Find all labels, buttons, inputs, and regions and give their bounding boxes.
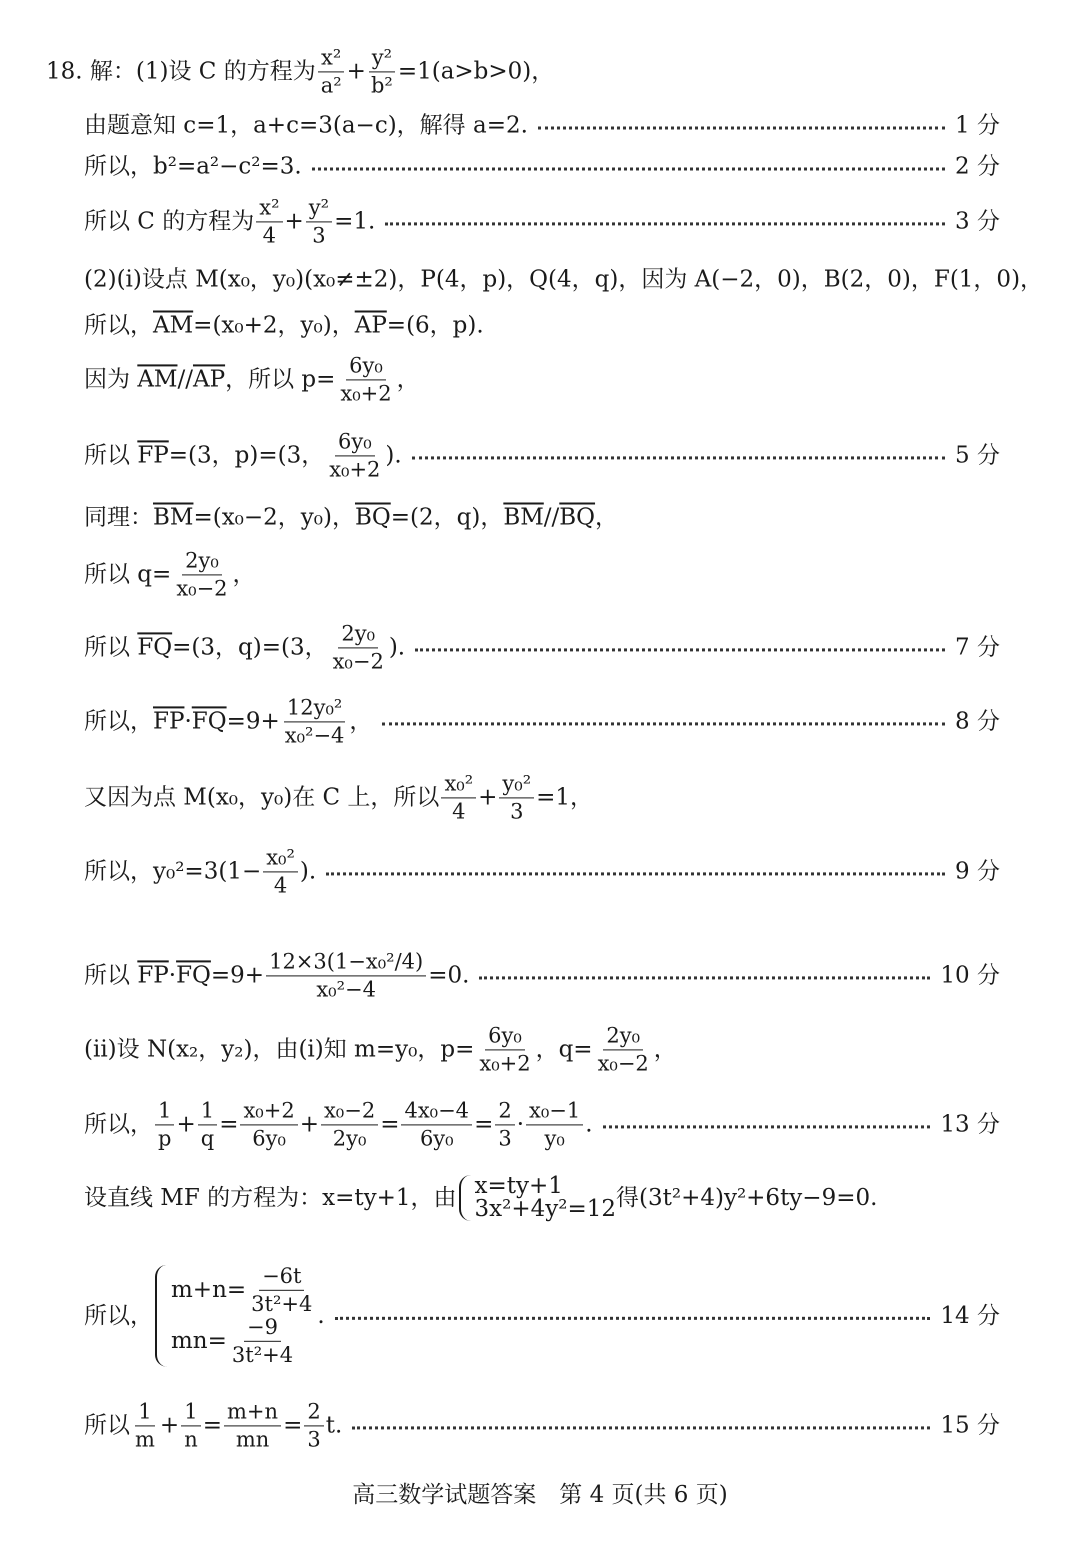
math-text: = (380, 1111, 400, 1138)
fraction-denominator: m (135, 1427, 155, 1452)
math-text: =(2，q)， (390, 504, 504, 531)
solution-line (46, 46, 1000, 97)
dotted-leader (415, 649, 945, 652)
score-label: 15 分 (940, 1412, 1000, 1439)
fraction (229, 1316, 296, 1367)
math-text: 所以 (84, 962, 138, 989)
math-text: =(3，p)=(3， (168, 442, 325, 469)
fraction-numerator: 12×3(1−x₀²/4) (266, 950, 426, 976)
math-text: t. (325, 1412, 343, 1439)
fraction-numerator: y² (306, 196, 332, 222)
fraction-denominator: a² (320, 73, 342, 98)
fraction-numerator: 6y₀ (346, 354, 386, 380)
fraction-numerator: 4x₀−4 (401, 1099, 472, 1125)
fraction-numerator: 6y₀ (485, 1024, 525, 1050)
dotted-leader (538, 127, 945, 130)
fraction-numerator: 2y₀ (338, 622, 378, 648)
vector-symbol: $\overline{BM}$ (503, 504, 544, 531)
fraction (495, 1099, 514, 1150)
math-text: 同理： (84, 504, 153, 531)
fraction (368, 46, 396, 97)
fraction (224, 1400, 281, 1451)
math-text: ，q= (535, 1036, 593, 1063)
system-row (475, 1198, 616, 1221)
equation-system (459, 1175, 616, 1221)
solution-line (84, 266, 1044, 293)
fraction-denominator: 3 (510, 799, 524, 824)
line-content (84, 772, 593, 823)
fraction-numerator: y² (369, 46, 395, 72)
dotted-leader (326, 873, 945, 876)
math-text: + (284, 208, 304, 235)
fraction (266, 950, 426, 1001)
solution-line (84, 354, 1000, 405)
fraction (304, 1400, 323, 1451)
fraction-numerator: 12y₀² (284, 696, 345, 722)
fraction-numerator: 2 (495, 1099, 514, 1125)
fraction-numerator: 1 (198, 1099, 217, 1125)
fraction-denominator: b² (370, 73, 393, 98)
math-text: 得(3t²+4)y²+6ty−9=0. (616, 1184, 878, 1211)
math-text: =1. (334, 208, 376, 235)
system-row (171, 1265, 317, 1316)
fraction (263, 846, 298, 897)
vector-symbol: $\overline{AP}$ (192, 366, 226, 393)
fraction-denominator: x₀²−4 (284, 723, 345, 748)
math-text: ). (388, 634, 406, 661)
math-text: 18. 解：(1)设 C 的方程为 (46, 58, 316, 85)
fraction (132, 1400, 158, 1451)
math-text: . (585, 1111, 593, 1138)
brace-icon (459, 1175, 471, 1221)
line-content (84, 430, 402, 481)
line-content (84, 196, 375, 247)
line-content (84, 504, 619, 531)
math-text: 所以， (84, 312, 153, 339)
score-label: 3 分 (955, 208, 1000, 235)
math-text: =(x₀−2，y₀)， (193, 504, 355, 531)
page-footer: 高三数学试题答案 第 4 页(共 6 页) (352, 1482, 728, 1508)
math-text: 所以 q= (84, 561, 172, 588)
fraction-numerator: x₀−2 (321, 1099, 378, 1125)
math-text: ， (653, 1036, 677, 1063)
fraction-denominator: n (184, 1427, 198, 1452)
vector-symbol: $\overline{BQ}$ (354, 504, 391, 531)
math-text: = (202, 1412, 223, 1439)
math-text: ). (299, 858, 317, 885)
fraction (306, 196, 332, 247)
math-text: 所以， (84, 1111, 153, 1138)
fraction-numerator: 6y₀ (335, 430, 375, 456)
math-text: ， (349, 708, 373, 735)
score-label: 9 分 (955, 858, 1000, 885)
math-text: 所以 C 的方程为 (84, 208, 255, 235)
fraction-numerator: 2 (304, 1400, 323, 1426)
fraction (155, 1099, 174, 1150)
fraction-denominator: x₀−2 (176, 576, 228, 601)
score-label: 5 分 (955, 442, 1000, 469)
line-content (84, 312, 484, 339)
fraction-denominator: 3 (307, 1427, 321, 1452)
fraction (326, 430, 383, 481)
dotted-leader (352, 1427, 930, 1430)
line-content (46, 46, 554, 97)
equation-system (155, 1265, 317, 1367)
fraction (240, 1099, 297, 1150)
fraction (248, 1265, 315, 1316)
solution-line (84, 1099, 1000, 1150)
math-text: (ii)设 N(x₂，y₂)，由(i)知 m=y₀，p= (84, 1036, 475, 1063)
score-label: 10 分 (940, 962, 1000, 989)
line-content (84, 1400, 342, 1451)
fraction-denominator: 6y₀ (419, 1126, 454, 1151)
vector-symbol: $\overline{BM}$ (153, 504, 194, 531)
score-label: 7 分 (955, 634, 1000, 661)
math-text: =(x₀+2，y₀)， (193, 312, 355, 339)
fraction (526, 1099, 583, 1150)
score-label: 2 分 (955, 153, 1000, 180)
fraction-denominator: x₀²−4 (316, 977, 376, 1002)
dotted-leader (479, 977, 930, 980)
math-text: · (516, 1111, 525, 1138)
vector-symbol: $\overline{FP}$ (137, 442, 169, 469)
math-text: · (184, 708, 192, 735)
fraction-denominator: mn (235, 1427, 270, 1452)
fraction-denominator: y₀ (544, 1126, 565, 1151)
math-text: 所以，y₀²=3(1− (84, 858, 262, 885)
math-text: // (543, 504, 560, 531)
math-text: // (177, 366, 193, 393)
fraction-denominator: 4 (452, 799, 466, 824)
dotted-leader (412, 457, 945, 460)
vector-symbol: $\overline{FQ}$ (137, 634, 173, 661)
math-text: 所以 (84, 1412, 130, 1439)
line-content (84, 950, 469, 1001)
fraction-denominator: 4 (273, 873, 288, 898)
fraction (181, 1400, 201, 1451)
math-text: =(3，q)=(3， (172, 634, 328, 661)
math-text: 又因为点 M(x₀，y₀)在 C 上，所以 (84, 784, 440, 811)
fraction-numerator: m+n (224, 1400, 281, 1426)
fraction (499, 772, 534, 823)
line-content (84, 1265, 325, 1367)
vector-symbol: $\overline{BQ}$ (559, 504, 596, 531)
fraction (173, 549, 230, 600)
line-content (84, 846, 316, 897)
fraction-denominator: x₀+2 (340, 381, 392, 406)
fraction-denominator: x₀+2 (329, 457, 381, 482)
score-label: 13 分 (940, 1111, 1000, 1138)
fraction-denominator: p (158, 1126, 172, 1151)
math-text: x=ty+1 (474, 1173, 563, 1199)
fraction-numerator: x₀−1 (526, 1099, 583, 1125)
fraction-numerator: 2y₀ (603, 1024, 643, 1050)
vector-symbol: $\overline{FQ}$ (191, 708, 227, 735)
system-row (171, 1316, 317, 1367)
fraction-denominator: 3 (312, 223, 326, 248)
math-text: m+n= (171, 1276, 247, 1303)
solution-line (84, 846, 1000, 897)
math-text: · (168, 962, 177, 989)
math-text: 3x²+4y²=12 (474, 1196, 616, 1222)
fraction (441, 772, 476, 823)
brace-icon (155, 1265, 167, 1367)
dotted-leader (312, 168, 945, 171)
fraction-denominator: 3 (498, 1126, 512, 1151)
math-text: ，所以 p= (225, 366, 336, 393)
fraction-numerator: 1 (135, 1400, 154, 1426)
vector-symbol: $\overline{AP}$ (354, 312, 387, 339)
math-text: + (176, 1111, 196, 1138)
math-text: =0. (428, 962, 470, 989)
fraction-denominator: q (200, 1126, 215, 1151)
score-label: 1 分 (955, 112, 1000, 139)
line-content (84, 112, 528, 139)
solution-line (84, 696, 1000, 747)
fraction-denominator: x₀−2 (332, 649, 384, 674)
fraction-numerator: −9 (244, 1316, 281, 1342)
solution-line (84, 312, 1000, 339)
solution-line (84, 950, 1000, 1001)
math-text: + (478, 784, 498, 811)
math-text: 所以 (84, 442, 138, 469)
line-content (84, 696, 372, 747)
dotted-leader (382, 723, 945, 726)
vector-symbol: $\overline{FP}$ (153, 708, 185, 735)
line-content (84, 354, 420, 405)
fraction-denominator: 6y₀ (252, 1126, 286, 1151)
math-text: 所以，b²=a²−c²=3. (84, 153, 302, 180)
fraction (321, 1099, 378, 1150)
fraction-numerator: x₀² (263, 846, 298, 872)
fraction-denominator: 3t²+4 (231, 1343, 294, 1368)
math-text: ， (232, 561, 256, 588)
fraction-numerator: x₀+2 (240, 1099, 297, 1125)
math-text: =1， (536, 784, 594, 811)
math-text: =(6，p). (386, 312, 484, 339)
math-text: + (346, 58, 366, 85)
solution-line (84, 549, 1000, 600)
math-text: + (159, 1412, 180, 1439)
fraction (476, 1024, 533, 1075)
vector-symbol: $\overline{FP}$ (137, 962, 169, 989)
math-text: =9+ (226, 708, 280, 735)
fraction-numerator: y₀² (499, 772, 534, 798)
math-text: 由题意知 c=1，a+c=3(a−c)，解得 a=2. (84, 112, 528, 139)
fraction (318, 46, 345, 97)
vector-symbol: $\overline{FQ}$ (176, 962, 211, 989)
fraction (401, 1099, 472, 1150)
fraction (337, 354, 394, 405)
math-text: . (317, 1302, 325, 1329)
math-text: 所以， (84, 708, 153, 735)
solution-line (84, 1265, 1000, 1367)
math-text: =9+ (210, 962, 265, 989)
solution-line (84, 112, 1000, 139)
fraction (595, 1024, 652, 1075)
fraction (330, 622, 387, 673)
math-text: mn= (171, 1328, 227, 1355)
fraction-numerator: 1 (181, 1400, 200, 1426)
line-content (84, 1024, 677, 1075)
fraction-numerator: x² (318, 46, 344, 72)
math-text: ， (396, 366, 420, 393)
dotted-leader (385, 223, 945, 226)
fraction-denominator: 3t²+4 (251, 1291, 313, 1316)
fraction (282, 696, 348, 747)
line-content (84, 153, 302, 180)
math-text: ). (385, 442, 402, 469)
vector-symbol: $\overline{AM}$ (137, 366, 178, 393)
solution-line (84, 1175, 1000, 1221)
solution-line (84, 504, 1000, 531)
fraction-numerator: x² (256, 196, 282, 222)
math-text: + (299, 1111, 319, 1138)
dotted-leader (335, 1317, 931, 1320)
fraction-numerator: 2y₀ (182, 549, 222, 575)
solution-line (84, 196, 1000, 247)
fraction-denominator: 2y₀ (332, 1126, 367, 1151)
line-content (84, 1175, 877, 1221)
fraction-numerator: −6t (259, 1265, 304, 1291)
solution-line (84, 1024, 1000, 1075)
fraction-denominator: x₀+2 (479, 1051, 531, 1076)
solution-line (84, 153, 1000, 180)
math-text: 设直线 MF 的方程为：x=ty+1，由 (84, 1184, 457, 1211)
math-text: = (283, 1412, 303, 1439)
fraction-numerator: 1 (155, 1099, 174, 1125)
vector-symbol: $\overline{AM}$ (153, 312, 194, 339)
math-text: 因为 (84, 366, 138, 393)
line-content (84, 266, 1044, 293)
math-text: = (474, 1111, 494, 1138)
math-text: = (219, 1111, 239, 1138)
solution-line (84, 430, 1000, 481)
fraction (256, 196, 282, 247)
solution-line (84, 622, 1000, 673)
line-content (84, 549, 256, 600)
math-text: ， (595, 504, 619, 531)
score-label: 8 分 (955, 708, 1000, 735)
math-text: =1(a>b>0)， (397, 58, 555, 85)
system-row (475, 1175, 616, 1198)
score-label: 14 分 (940, 1302, 1000, 1329)
fraction-denominator: 4 (262, 223, 277, 248)
fraction (198, 1099, 217, 1150)
line-content (84, 1099, 593, 1150)
line-content (84, 622, 405, 673)
solution-line (84, 1400, 1000, 1451)
fraction-numerator: x₀² (441, 772, 476, 798)
math-text: (2)(i)设点 M(x₀，y₀)(x₀≠±2)，P(4，p)，Q(4，q)，因为 A(−2，0)，B(2，0)，F(1，0)， (84, 266, 1044, 293)
dotted-leader (603, 1126, 931, 1129)
math-text: 所以， (84, 1302, 153, 1329)
fraction-denominator: x₀−2 (597, 1051, 649, 1076)
solution-line (84, 772, 1000, 823)
math-text: 所以 (84, 634, 138, 661)
